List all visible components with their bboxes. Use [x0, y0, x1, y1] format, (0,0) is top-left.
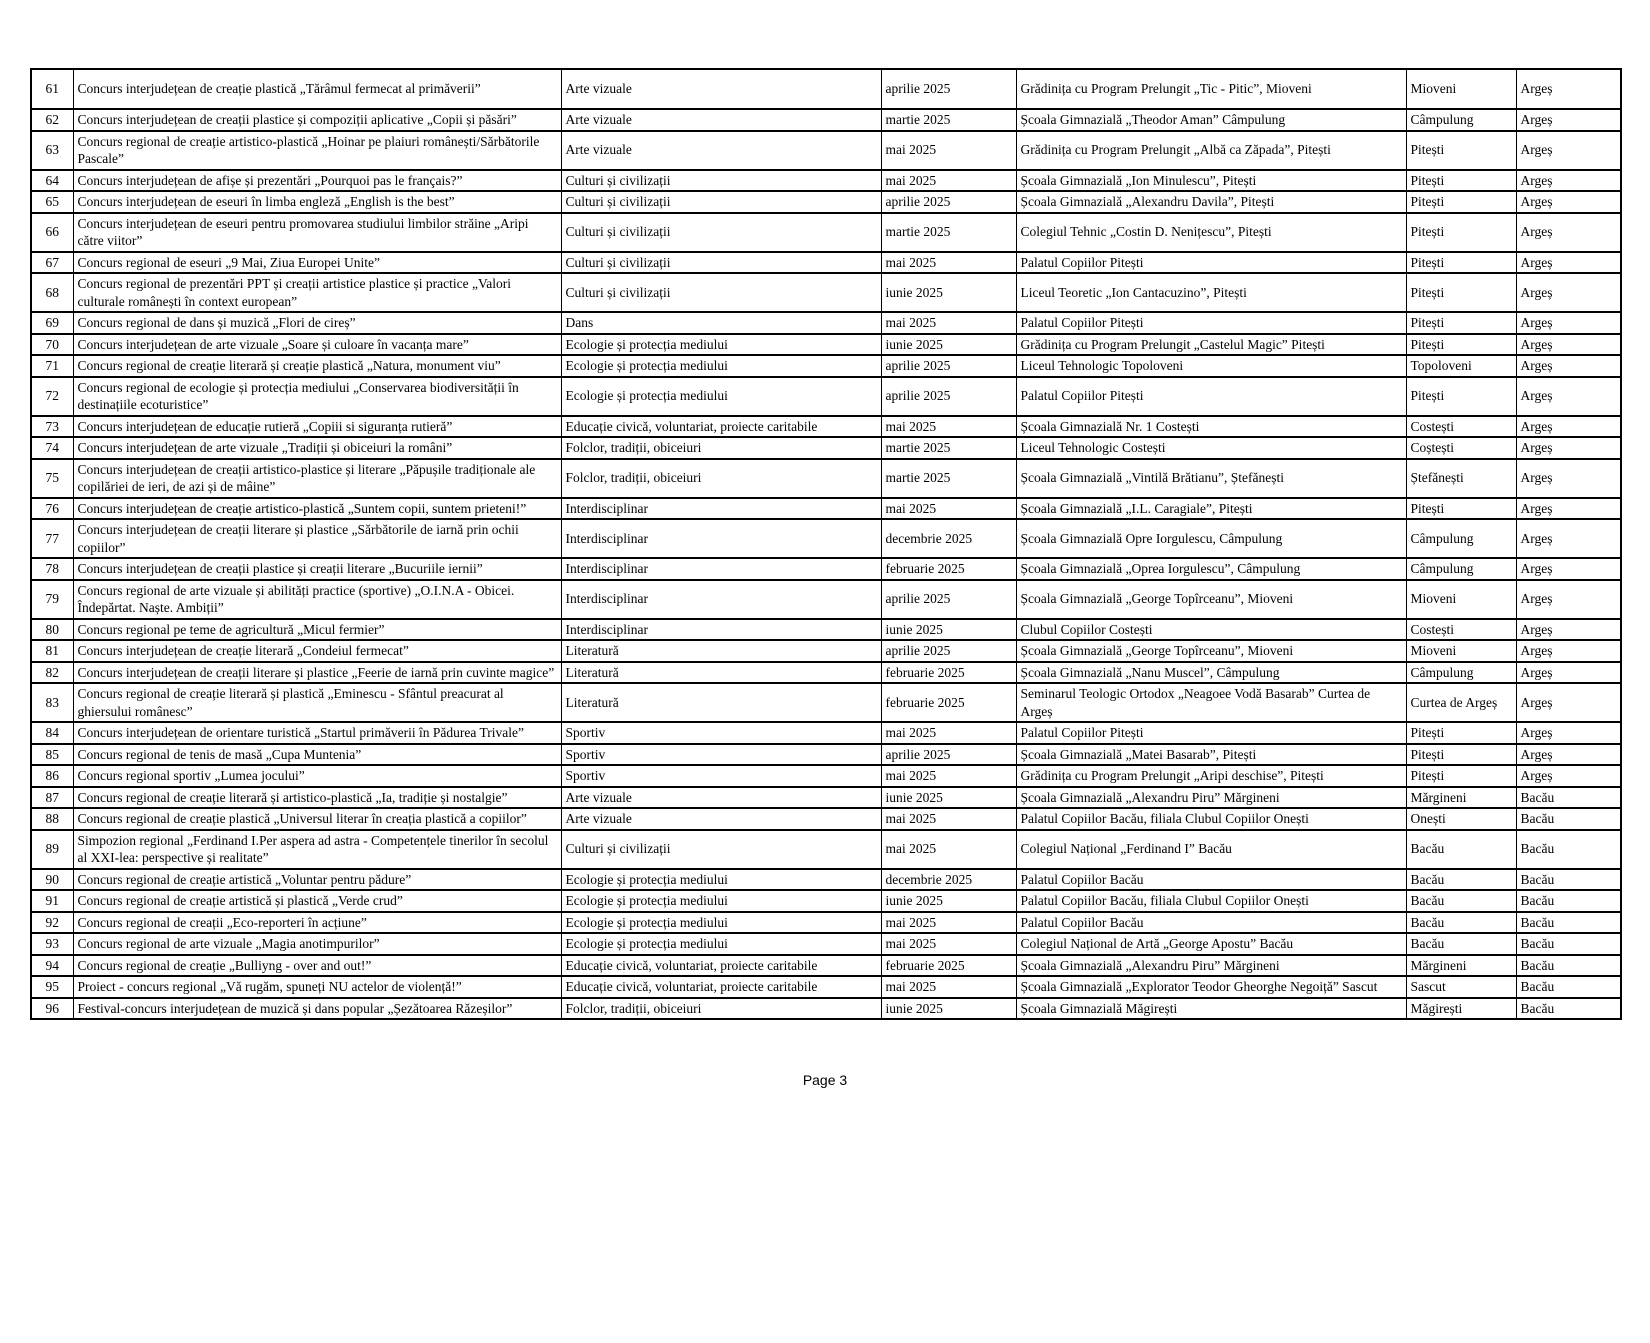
- county-cell: Argeș: [1516, 131, 1621, 170]
- county-cell: Argeș: [1516, 459, 1621, 498]
- city-cell: Coștești: [1406, 437, 1516, 459]
- county-cell: Argeș: [1516, 765, 1621, 787]
- row-number-cell: 92: [31, 912, 73, 934]
- organizer-cell: Școala Gimnazială Măgirești: [1016, 998, 1406, 1020]
- organizer-cell: Palatul Copiilor Bacău, filiala Clubul Copiilor Onești: [1016, 808, 1406, 830]
- organizer-cell: Școala Gimnazială „Oprea Iorgulescu”, Câmpulung: [1016, 558, 1406, 580]
- city-cell: Câmpulung: [1406, 109, 1516, 131]
- city-cell: Onești: [1406, 808, 1516, 830]
- date-cell: iunie 2025: [881, 334, 1016, 356]
- table-row: [31, 334, 1621, 356]
- category-cell: Folclor, tradiții, obiceiuri: [561, 437, 881, 459]
- organizer-cell: Clubul Copiilor Costești: [1016, 619, 1406, 641]
- organizer-cell: Grădinița cu Program Prelungit „Aripi deschise”, Pitești: [1016, 765, 1406, 787]
- organizer-cell: Grădinița cu Program Prelungit „Tic - Pitic”, Mioveni: [1016, 69, 1406, 109]
- row-number-cell: 91: [31, 890, 73, 912]
- date-cell: aprilie 2025: [881, 191, 1016, 213]
- county-cell: Bacău: [1516, 808, 1621, 830]
- organizer-cell: Palatul Copiilor Pitești: [1016, 252, 1406, 274]
- table-row: [31, 998, 1621, 1020]
- table-row: [31, 640, 1621, 662]
- city-cell: Pitești: [1406, 312, 1516, 334]
- city-cell: Pitești: [1406, 170, 1516, 192]
- city-cell: Pitești: [1406, 765, 1516, 787]
- contest-table: [30, 68, 1622, 1020]
- organizer-cell: Palatul Copiilor Bacău, filiala Clubul Copiilor Onești: [1016, 890, 1406, 912]
- category-cell: Folclor, tradiții, obiceiuri: [561, 459, 881, 498]
- organizer-cell: Colegiul Național „Ferdinand I” Bacău: [1016, 830, 1406, 869]
- category-cell: Culturi și civilizații: [561, 273, 881, 312]
- date-cell: mai 2025: [881, 722, 1016, 744]
- row-number-cell: 88: [31, 808, 73, 830]
- city-cell: Bacău: [1406, 830, 1516, 869]
- county-cell: Argeș: [1516, 273, 1621, 312]
- row-number-cell: 72: [31, 377, 73, 416]
- city-cell: Câmpulung: [1406, 662, 1516, 684]
- county-cell: Bacău: [1516, 830, 1621, 869]
- county-cell: Argeș: [1516, 69, 1621, 109]
- contest-name-cell: Concurs regional de creație literară și creație plastică „Natura, monument viu”: [73, 355, 561, 377]
- city-cell: Mărgineni: [1406, 955, 1516, 977]
- organizer-cell: Școala Gimnazială „Vintilă Brătianu”, Ștefănești: [1016, 459, 1406, 498]
- county-cell: Argeș: [1516, 416, 1621, 438]
- row-number-cell: 81: [31, 640, 73, 662]
- date-cell: iunie 2025: [881, 890, 1016, 912]
- organizer-cell: Școala Gimnazială Nr. 1 Costești: [1016, 416, 1406, 438]
- row-number-cell: 87: [31, 787, 73, 809]
- table-row: [31, 976, 1621, 998]
- county-cell: Bacău: [1516, 998, 1621, 1020]
- table-row: [31, 191, 1621, 213]
- contest-name-cell: Concurs regional de arte vizuale „Magia anotimpurilor”: [73, 933, 561, 955]
- county-cell: Argeș: [1516, 355, 1621, 377]
- row-number-cell: 74: [31, 437, 73, 459]
- contest-name-cell: Concurs interjudețean de creație literară „Condeiul fermecat”: [73, 640, 561, 662]
- contest-name-cell: Concurs regional de creații „Eco-reporteri în acțiune”: [73, 912, 561, 934]
- contest-name-cell: Concurs regional de creație „Bulliyng - over and out!”: [73, 955, 561, 977]
- county-cell: Argeș: [1516, 683, 1621, 722]
- row-number-cell: 68: [31, 273, 73, 312]
- row-number-cell: 89: [31, 830, 73, 869]
- row-number-cell: 96: [31, 998, 73, 1020]
- date-cell: martie 2025: [881, 213, 1016, 252]
- row-number-cell: 95: [31, 976, 73, 998]
- organizer-cell: Palatul Copiilor Bacău: [1016, 912, 1406, 934]
- county-cell: Argeș: [1516, 109, 1621, 131]
- county-cell: Argeș: [1516, 437, 1621, 459]
- table-row: [31, 519, 1621, 558]
- category-cell: Interdisciplinar: [561, 558, 881, 580]
- city-cell: Mărgineni: [1406, 787, 1516, 809]
- date-cell: decembrie 2025: [881, 869, 1016, 891]
- table-row: [31, 830, 1621, 869]
- organizer-cell: Colegiul Național de Artă „George Apostu” Bacău: [1016, 933, 1406, 955]
- table-row: [31, 355, 1621, 377]
- table-row: [31, 109, 1621, 131]
- city-cell: Ștefănești: [1406, 459, 1516, 498]
- organizer-cell: Grădinița cu Program Prelungit „Albă ca Zăpada”, Pitești: [1016, 131, 1406, 170]
- table-row: [31, 744, 1621, 766]
- row-number-cell: 79: [31, 580, 73, 619]
- date-cell: iunie 2025: [881, 998, 1016, 1020]
- date-cell: aprilie 2025: [881, 355, 1016, 377]
- date-cell: mai 2025: [881, 765, 1016, 787]
- table-row: [31, 890, 1621, 912]
- contest-name-cell: Concurs interjudețean de arte vizuale „Soare și culoare în vacanța mare”: [73, 334, 561, 356]
- table-row: [31, 683, 1621, 722]
- category-cell: Arte vizuale: [561, 131, 881, 170]
- table-row: [31, 955, 1621, 977]
- document-page: [0, 68, 1650, 1343]
- table-row: [31, 765, 1621, 787]
- contest-name-cell: Concurs regional de eseuri „9 Mai, Ziua Europei Unite”: [73, 252, 561, 274]
- organizer-cell: Palatul Copiilor Pitești: [1016, 377, 1406, 416]
- organizer-cell: Liceul Tehnologic Costești: [1016, 437, 1406, 459]
- county-cell: Bacău: [1516, 890, 1621, 912]
- category-cell: Literatură: [561, 662, 881, 684]
- contest-name-cell: Concurs regional de creație artistico-plastică „Hoinar pe plaiuri românești/Sărbătorile Pascale”: [73, 131, 561, 170]
- category-cell: Sportiv: [561, 722, 881, 744]
- organizer-cell: Grădinița cu Program Prelungit „Castelul Magic” Pitești: [1016, 334, 1406, 356]
- city-cell: Pitești: [1406, 377, 1516, 416]
- date-cell: mai 2025: [881, 252, 1016, 274]
- date-cell: martie 2025: [881, 109, 1016, 131]
- category-cell: Sportiv: [561, 744, 881, 766]
- contest-name-cell: Concurs interjudețean de eseuri în limba engleză „English is the best”: [73, 191, 561, 213]
- table-row: [31, 662, 1621, 684]
- date-cell: mai 2025: [881, 808, 1016, 830]
- city-cell: Bacău: [1406, 890, 1516, 912]
- row-number-cell: 67: [31, 252, 73, 274]
- table-row: [31, 498, 1621, 520]
- county-cell: Bacău: [1516, 933, 1621, 955]
- contest-name-cell: Festival-concurs interjudețean de muzică și dans popular „Șezătoarea Răzeșilor”: [73, 998, 561, 1020]
- organizer-cell: Liceul Teoretic „Ion Cantacuzino”, Pitești: [1016, 273, 1406, 312]
- row-number-cell: 77: [31, 519, 73, 558]
- contest-name-cell: Concurs interjudețean de eseuri pentru promovarea studiului limbilor străine „Aripi către viitor”: [73, 213, 561, 252]
- county-cell: Argeș: [1516, 662, 1621, 684]
- table-row: [31, 808, 1621, 830]
- date-cell: mai 2025: [881, 912, 1016, 934]
- contest-name-cell: Concurs regional de ecologie și protecția mediului „Conservarea biodiversității în destinațiile ecoturistice”: [73, 377, 561, 416]
- category-cell: Culturi și civilizații: [561, 191, 881, 213]
- category-cell: Arte vizuale: [561, 808, 881, 830]
- date-cell: mai 2025: [881, 498, 1016, 520]
- contest-name-cell: Concurs regional de creație artistică „Voluntar pentru pădure”: [73, 869, 561, 891]
- row-number-cell: 63: [31, 131, 73, 170]
- category-cell: Ecologie și protecția mediului: [561, 377, 881, 416]
- category-cell: Arte vizuale: [561, 109, 881, 131]
- category-cell: Ecologie și protecția mediului: [561, 933, 881, 955]
- contest-name-cell: Concurs interjudețean de afișe și prezentări „Pourquoi pas le français?”: [73, 170, 561, 192]
- row-number-cell: 86: [31, 765, 73, 787]
- category-cell: Interdisciplinar: [561, 619, 881, 641]
- city-cell: Bacău: [1406, 933, 1516, 955]
- county-cell: Bacău: [1516, 787, 1621, 809]
- date-cell: iunie 2025: [881, 619, 1016, 641]
- row-number-cell: 66: [31, 213, 73, 252]
- county-cell: Argeș: [1516, 213, 1621, 252]
- county-cell: Argeș: [1516, 722, 1621, 744]
- organizer-cell: Școala Gimnazială „Nanu Muscel”, Câmpulung: [1016, 662, 1406, 684]
- row-number-cell: 71: [31, 355, 73, 377]
- date-cell: iunie 2025: [881, 273, 1016, 312]
- county-cell: Argeș: [1516, 334, 1621, 356]
- date-cell: februarie 2025: [881, 955, 1016, 977]
- city-cell: Bacău: [1406, 912, 1516, 934]
- date-cell: mai 2025: [881, 933, 1016, 955]
- contest-name-cell: Proiect - concurs regional „Vă rugăm, spuneți NU actelor de violență!”: [73, 976, 561, 998]
- organizer-cell: Școala Gimnazială „Matei Basarab”, Pitești: [1016, 744, 1406, 766]
- table-row: [31, 558, 1621, 580]
- county-cell: Bacău: [1516, 955, 1621, 977]
- row-number-cell: 70: [31, 334, 73, 356]
- row-number-cell: 80: [31, 619, 73, 641]
- city-cell: Mioveni: [1406, 580, 1516, 619]
- table-row: [31, 437, 1621, 459]
- category-cell: Interdisciplinar: [561, 519, 881, 558]
- city-cell: Mioveni: [1406, 69, 1516, 109]
- city-cell: Măgirești: [1406, 998, 1516, 1020]
- county-cell: Bacău: [1516, 869, 1621, 891]
- contest-name-cell: Concurs interjudețean de creație artistico-plastică „Suntem copii, suntem prieteni!”: [73, 498, 561, 520]
- row-number-cell: 94: [31, 955, 73, 977]
- row-number-cell: 73: [31, 416, 73, 438]
- date-cell: mai 2025: [881, 830, 1016, 869]
- contest-name-cell: Concurs regional de creație plastică „Universul literar în creația plastică a copiilor”: [73, 808, 561, 830]
- date-cell: aprilie 2025: [881, 69, 1016, 109]
- table-row: [31, 69, 1621, 109]
- city-cell: Pitești: [1406, 252, 1516, 274]
- contest-name-cell: Concurs interjudețean de creații plastice și compoziții aplicative „Copii și păsări”: [73, 109, 561, 131]
- table-row: [31, 787, 1621, 809]
- category-cell: Interdisciplinar: [561, 580, 881, 619]
- row-number-cell: 64: [31, 170, 73, 192]
- date-cell: martie 2025: [881, 459, 1016, 498]
- organizer-cell: Școala Gimnazială „George Topîrceanu”, Mioveni: [1016, 640, 1406, 662]
- table-row: [31, 312, 1621, 334]
- date-cell: mai 2025: [881, 976, 1016, 998]
- county-cell: Argeș: [1516, 580, 1621, 619]
- city-cell: Mioveni: [1406, 640, 1516, 662]
- contest-name-cell: Concurs regional de tenis de masă „Cupa Muntenia”: [73, 744, 561, 766]
- city-cell: Topoloveni: [1406, 355, 1516, 377]
- date-cell: februarie 2025: [881, 683, 1016, 722]
- city-cell: Pitești: [1406, 334, 1516, 356]
- contest-name-cell: Concurs regional de prezentări PPT și creații artistice plastice și practice „Valori culturale românești în context european”: [73, 273, 561, 312]
- contest-table-body: [31, 69, 1621, 1019]
- category-cell: Arte vizuale: [561, 69, 881, 109]
- row-number-cell: 62: [31, 109, 73, 131]
- contest-name-cell: Concurs interjudețean de educație rutieră „Copiii si siguranța rutieră”: [73, 416, 561, 438]
- contest-name-cell: Concurs interjudețean de orientare turistică „Startul primăverii în Pădurea Trivale”: [73, 722, 561, 744]
- row-number-cell: 82: [31, 662, 73, 684]
- table-row: [31, 213, 1621, 252]
- contest-name-cell: Concurs interjudețean de arte vizuale „Tradiții și obiceiuri la români”: [73, 437, 561, 459]
- row-number-cell: 75: [31, 459, 73, 498]
- table-row: [31, 933, 1621, 955]
- organizer-cell: Liceul Tehnologic Topoloveni: [1016, 355, 1406, 377]
- contest-name-cell: Concurs regional de arte vizuale și abilități practice (sportive) „O.I.N.A - Obicei. Îndepărtat. Naște. Ambiții”: [73, 580, 561, 619]
- city-cell: Pitești: [1406, 273, 1516, 312]
- table-row: [31, 912, 1621, 934]
- county-cell: Argeș: [1516, 312, 1621, 334]
- city-cell: Pitești: [1406, 722, 1516, 744]
- table-row: [31, 869, 1621, 891]
- contest-name-cell: Concurs interjudețean de creație plastică „Tărâmul fermecat al primăverii”: [73, 69, 561, 109]
- category-cell: Educație civică, voluntariat, proiecte caritabile: [561, 416, 881, 438]
- contest-name-cell: Concurs interjudețean de creații artistico-plastice și literare „Păpușile tradiționale ale copilăriei de ieri, de azi și de mâine”: [73, 459, 561, 498]
- page-number: Page 3: [802, 1072, 848, 1088]
- contest-name-cell: Concurs regional sportiv „Lumea jocului”: [73, 765, 561, 787]
- organizer-cell: Palatul Copiilor Pitești: [1016, 312, 1406, 334]
- organizer-cell: Școala Gimnazială „Theodor Aman” Câmpulung: [1016, 109, 1406, 131]
- contest-name-cell: Concurs regional de dans și muzică „Flori de cireș”: [73, 312, 561, 334]
- row-number-cell: 85: [31, 744, 73, 766]
- city-cell: Pitești: [1406, 213, 1516, 252]
- county-cell: Argeș: [1516, 619, 1621, 641]
- category-cell: Arte vizuale: [561, 787, 881, 809]
- category-cell: Interdisciplinar: [561, 498, 881, 520]
- contest-name-cell: Concurs regional de creație artistică și plastică „Verde crud”: [73, 890, 561, 912]
- contest-name-cell: Simpozion regional „Ferdinand I.Per aspera ad astra - Competențele tinerilor în secolul al XXI-lea: perspective și realitate”: [73, 830, 561, 869]
- date-cell: decembrie 2025: [881, 519, 1016, 558]
- city-cell: Pitești: [1406, 744, 1516, 766]
- city-cell: Sascut: [1406, 976, 1516, 998]
- city-cell: Costești: [1406, 416, 1516, 438]
- contest-name-cell: Concurs interjudețean de creații plastice și creații literare „Bucuriile iernii”: [73, 558, 561, 580]
- category-cell: Ecologie și protecția mediului: [561, 355, 881, 377]
- table-row: [31, 252, 1621, 274]
- organizer-cell: Școala Gimnazială „Alexandru Davila”, Pitești: [1016, 191, 1406, 213]
- row-number-cell: 78: [31, 558, 73, 580]
- category-cell: Ecologie și protecția mediului: [561, 334, 881, 356]
- category-cell: Culturi și civilizații: [561, 213, 881, 252]
- contest-name-cell: Concurs interjudețean de creații literare și plastice „Sărbătorile de iarnă prin ochii copiilor”: [73, 519, 561, 558]
- table-row: [31, 170, 1621, 192]
- category-cell: Ecologie și protecția mediului: [561, 912, 881, 934]
- category-cell: Culturi și civilizații: [561, 170, 881, 192]
- county-cell: Bacău: [1516, 912, 1621, 934]
- city-cell: Costești: [1406, 619, 1516, 641]
- date-cell: mai 2025: [881, 312, 1016, 334]
- contest-name-cell: Concurs interjudețean de creații literare și plastice „Feerie de iarnă prin cuvinte magice”: [73, 662, 561, 684]
- county-cell: Argeș: [1516, 170, 1621, 192]
- category-cell: Culturi și civilizații: [561, 830, 881, 869]
- date-cell: aprilie 2025: [881, 377, 1016, 416]
- category-cell: Ecologie și protecția mediului: [561, 890, 881, 912]
- county-cell: Argeș: [1516, 377, 1621, 416]
- table-row: [31, 273, 1621, 312]
- organizer-cell: Palatul Copiilor Pitești: [1016, 722, 1406, 744]
- category-cell: Ecologie și protecția mediului: [561, 869, 881, 891]
- category-cell: Dans: [561, 312, 881, 334]
- county-cell: Argeș: [1516, 744, 1621, 766]
- date-cell: februarie 2025: [881, 662, 1016, 684]
- organizer-cell: Școala Gimnazială Opre Iorgulescu, Câmpulung: [1016, 519, 1406, 558]
- city-cell: Bacău: [1406, 869, 1516, 891]
- row-number-cell: 93: [31, 933, 73, 955]
- date-cell: iunie 2025: [881, 787, 1016, 809]
- row-number-cell: 61: [31, 69, 73, 109]
- organizer-cell: Școala Gimnazială „Explorator Teodor Gheorghe Negoiță” Sascut: [1016, 976, 1406, 998]
- date-cell: mai 2025: [881, 131, 1016, 170]
- county-cell: Bacău: [1516, 976, 1621, 998]
- county-cell: Argeș: [1516, 498, 1621, 520]
- category-cell: Educație civică, voluntariat, proiecte caritabile: [561, 955, 881, 977]
- date-cell: februarie 2025: [881, 558, 1016, 580]
- organizer-cell: Școala Gimnazială „George Topîrceanu”, Mioveni: [1016, 580, 1406, 619]
- date-cell: aprilie 2025: [881, 744, 1016, 766]
- city-cell: Câmpulung: [1406, 558, 1516, 580]
- organizer-cell: Școala Gimnazială „I.L. Caragiale”, Pitești: [1016, 498, 1406, 520]
- county-cell: Argeș: [1516, 252, 1621, 274]
- row-number-cell: 69: [31, 312, 73, 334]
- category-cell: Literatură: [561, 683, 881, 722]
- contest-name-cell: Concurs regional de creație literară și artistico-plastică „Ia, tradiție și nostalgie”: [73, 787, 561, 809]
- date-cell: martie 2025: [881, 437, 1016, 459]
- table-row: [31, 131, 1621, 170]
- contest-name-cell: Concurs regional pe teme de agricultură „Micul fermier”: [73, 619, 561, 641]
- organizer-cell: Școala Gimnazială „Alexandru Piru” Mărgineni: [1016, 787, 1406, 809]
- category-cell: Sportiv: [561, 765, 881, 787]
- city-cell: Pitești: [1406, 131, 1516, 170]
- organizer-cell: Colegiul Tehnic „Costin D. Nenițescu”, Pitești: [1016, 213, 1406, 252]
- category-cell: Culturi și civilizații: [561, 252, 881, 274]
- date-cell: aprilie 2025: [881, 580, 1016, 619]
- row-number-cell: 84: [31, 722, 73, 744]
- table-row: [31, 722, 1621, 744]
- date-cell: mai 2025: [881, 416, 1016, 438]
- city-cell: Curtea de Argeș: [1406, 683, 1516, 722]
- city-cell: Pitești: [1406, 498, 1516, 520]
- city-cell: Pitești: [1406, 191, 1516, 213]
- table-row: [31, 580, 1621, 619]
- row-number-cell: 65: [31, 191, 73, 213]
- city-cell: Câmpulung: [1406, 519, 1516, 558]
- row-number-cell: 76: [31, 498, 73, 520]
- county-cell: Argeș: [1516, 519, 1621, 558]
- contest-name-cell: Concurs regional de creație literară și plastică „Eminescu - Sfântul preacurat al ghiersului românesc”: [73, 683, 561, 722]
- organizer-cell: Școala Gimnazială „Alexandru Piru” Mărgineni: [1016, 955, 1406, 977]
- date-cell: mai 2025: [881, 170, 1016, 192]
- category-cell: Educație civică, voluntariat, proiecte caritabile: [561, 976, 881, 998]
- county-cell: Argeș: [1516, 558, 1621, 580]
- date-cell: aprilie 2025: [881, 640, 1016, 662]
- table-row: [31, 416, 1621, 438]
- table-row: [31, 459, 1621, 498]
- category-cell: Literatură: [561, 640, 881, 662]
- organizer-cell: Palatul Copiilor Bacău: [1016, 869, 1406, 891]
- table-row: [31, 619, 1621, 641]
- organizer-cell: Seminarul Teologic Ortodox „Neagoee Vodă Basarab” Curtea de Argeș: [1016, 683, 1406, 722]
- organizer-cell: Școala Gimnazială „Ion Minulescu”, Pitești: [1016, 170, 1406, 192]
- row-number-cell: 83: [31, 683, 73, 722]
- county-cell: Argeș: [1516, 191, 1621, 213]
- county-cell: Argeș: [1516, 640, 1621, 662]
- category-cell: Folclor, tradiții, obiceiuri: [561, 998, 881, 1020]
- row-number-cell: 90: [31, 869, 73, 891]
- table-row: [31, 377, 1621, 416]
